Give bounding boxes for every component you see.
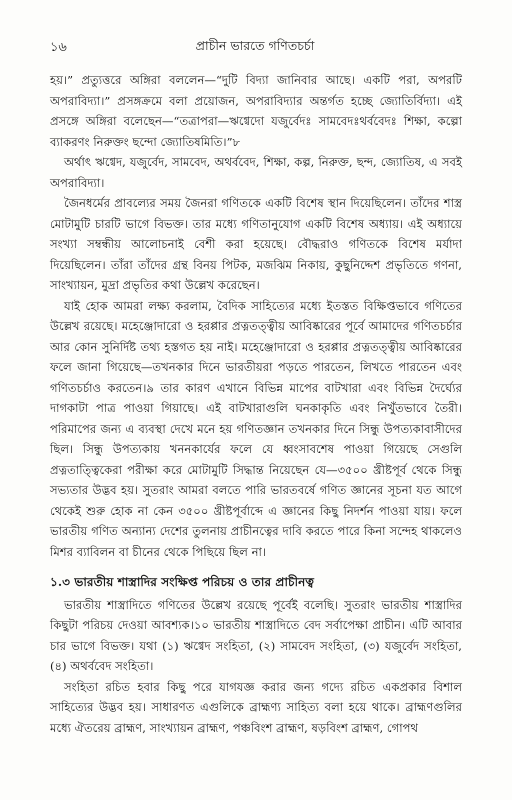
- paragraph-continuation: হয়।” প্রত্যুত্তরে অঙ্গিরা বললেন—“দুটি বিদ্যা জানিবার আছে। একটি পরা, অপরটি অপরাবিদ্যা।” প্রসঙ্গক্রমে বলা প্রয়োজন, অপরাবিদ্যার অন্তর্গত হচ্ছে জ্যোতির্বিদ্যা। এই প্রসঙ্গে অঙ্গিরা বলেছেন—“তত্রাপরা—ঋগ্বেদো যজুর্বেদঃ সামবেদঃথর্ববেদঃ শিক্ষা, কল্পো ব্যাকরণং নিরুক্তং ছন্দো জ্যোতিষমিতি।”৮: [50, 73, 462, 149]
- page-header: [50, 38, 460, 58]
- section-paragraph: সংহিতা রচিত হবার কিছু পরে যাগযজ্ঞ করার জন্য গদ্যে রচিত একপ্রকার বিশাল সাহিত্যের উদ্ভব হয়। সাধারণত এগুলিকে ব্রাহ্মণ্য সাহিত্য বলা হয়ে থাকে। ব্রাহ্মণগুলির মধ্যে ঐতরেয় ব্রাহ্মণ, সাংখ্যায়ন ব্রাহ্মণ, পঞ্চবিংশ ব্রাহ্মণ, ষড়বিংশ ব্রাহ্মণ, গোপথ: [50, 679, 462, 735]
- section-paragraph: ভারতীয় শাস্ত্রাদিতে গণিতের উল্লেখ রয়েছে পূর্বেই বলেছি। সুতরাং ভারতীয় শাস্ত্রাদির কিছুটা পরিচয় দেওয়া আবশ্যক।১০ ভারতীয় শাস্ত্রাদিতে বেদ সর্বাপেক্ষা প্রাচীন। এটি আবার চার ভাগে বিভক্ত। যথা (১) ঋগ্বেদ সংহিতা, (২) সামবেদ সংহিতা, (৩) যজুর্বেদ সংহিতা, (৪) অথর্ববেদ সংহিতা।: [50, 597, 462, 673]
- page-body: [50, 70, 462, 738]
- paragraph-jain-buddhist: জৈনধর্মের প্রাবল্যের সময় জৈনরা গণিতকে একটি বিশেষ স্থান দিয়েছিলেন। তাঁদের শাস্ত্র মোটামুটি চারটি ভাগে বিভক্ত। তার মধ্যে গণিতানুযোগ একটি বিশেষ অধ্যায়। এই অধ্যায়ে সংখ্যা সম্বন্ধীয় আলোচনাই বেশী করা হয়েছে। বৌদ্ধরাও গণিতকে বিশেষ মর্যাদা দিয়েছিলেন। তাঁরা তাঁদের গ্রন্থ বিনয় পিটক, মজঝিম নিকায়, কুছুনিদ্দেশ প্রভৃতিতে গণনা, সাংখ্যায়ন, মুদ্রা প্রভৃতির কথা উল্লেখ করেছেন।: [50, 196, 462, 292]
- page-number: ১৬: [50, 40, 67, 55]
- paragraph-indus-valley: যাই হোক আমরা লক্ষ্য করলাম, বৈদিক সাহিত্যের মধ্যে ইতস্তত বিক্ষিপ্তভাবে গণিতের উল্লেখ রয়েছে। মহেঞ্জোদারো ও হরপ্পার প্রত্নতত্ত্বীয় আবিষ্কারের পূর্বে আমাদের গণিতচর্চার আর কোন সুনির্দিষ্ট তথ্য হস্তগত হয় নাই। মহেঞ্জোদারো ও হরপ্পার প্রত্নতত্ত্বীয় আবিষ্কারের ফলে জানা গিয়েছে—তখনকার দিনে ভারতীয়রা পড়তে পারতেন, লিখতে পারতেন এবং গণিতচর্চাও করতেন।৯ তার কারণ এখানে বিভিন্ন মাপের বাটখারা এবং বিভিন্ন দৈর্ঘ্যের দাগকাটা পাত্র পাওয়া গিয়াছে। এই বাটখারাগুলি ঘনকাকৃতি এবং নিখুঁতভাবে তৈরী। পরিমাপের জন্য এ ব্যবস্থা দেখে মনে হয় গণিতজ্ঞান তখনকার দিনে সিন্ধু উপত্যকাবাসীদের ছিল। সিন্ধু উপত্যকায় খননকার্যের ফলে যে ধ্বংসাবশেষ পাওয়া গিয়েছে সেগুলি প্রত্নতাত্ত্বিকেরা পরীক্ষা করে মোটামুটি সিদ্ধান্ত নিয়েছেন যে—৩৫০০ খ্রীষ্টপূর্ব থেকে সিন্ধু সভ্যতার উদ্ভব হয়। সুতরাং আমরা বলতে পারি ভারতবর্ষে গণিত জ্ঞানের সূচনা যত আগে থেকেই শুরু হোক না কেন ৩৫০০ খ্রীষ্টপূর্বাব্দে এ জ্ঞানের কিছু নিদর্শন পাওয়া যায়। ফলে ভারতীয় গণিত অন্যান্য দেশের তুলনায় প্রাচীনত্বের দাবি করতে পারে কিনা সন্দেহ থাকলেও মিশর ব্যাবিলন বা চীনের থেকে পিছিয়ে ছিল না।: [50, 298, 462, 559]
- paragraph-meaning: অর্থাৎ ঋগ্বেদ, যজুর্বেদ, সামবেদ, অথর্ববেদ, শিক্ষা, কল্প, নিরুক্ত, ছন্দ, জ্যোতিষ, এ সবই অপরাবিদ্যা।: [50, 155, 462, 190]
- section-heading: ১.৩ ভারতীয় শাস্ত্রাদির সংক্ষিপ্ত পরিচয় ও তার প্রাচীনত্ব: [50, 575, 315, 589]
- running-title: প্রাচীন ভারতে গণিতচর্চা: [195, 38, 315, 53]
